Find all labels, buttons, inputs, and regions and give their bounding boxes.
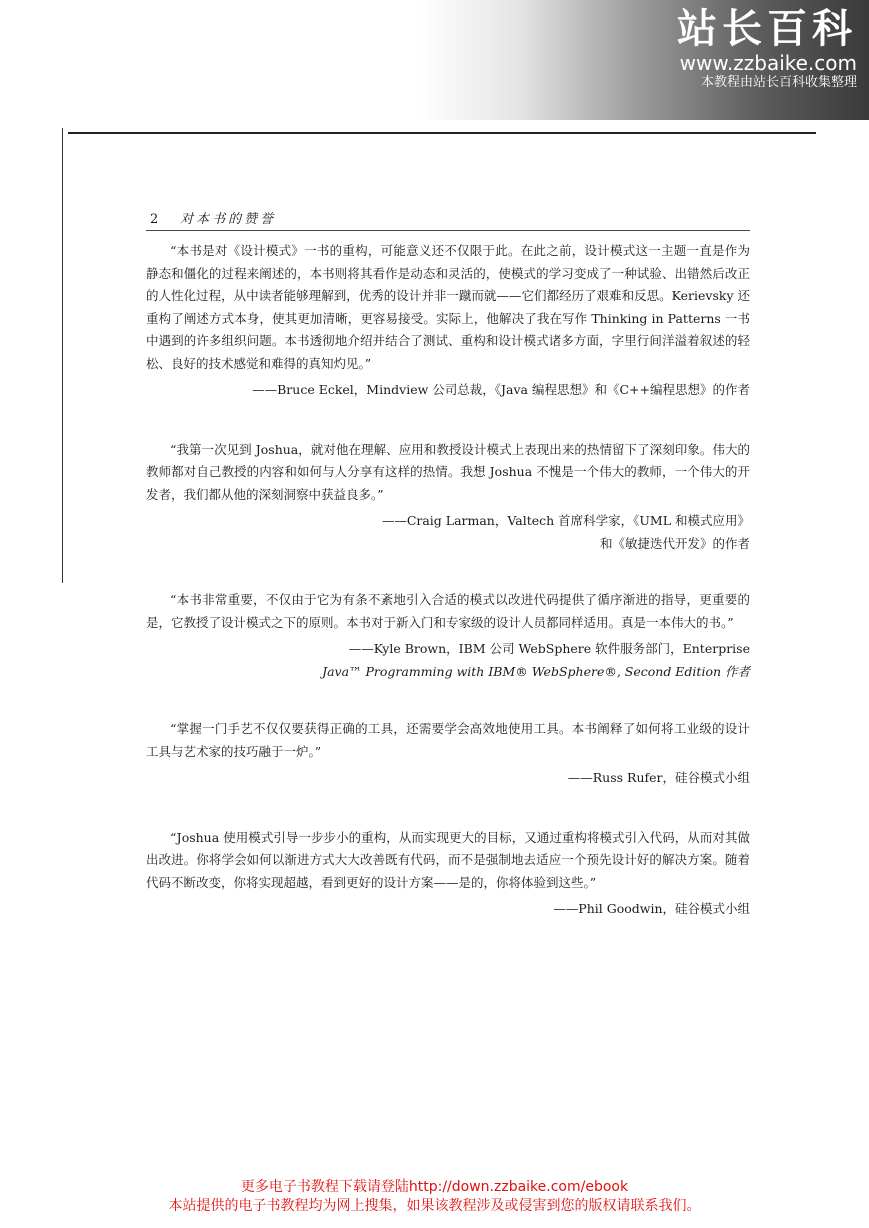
- endorsement: [146, 827, 750, 921]
- header-rule: [146, 230, 750, 231]
- quote-attribution-cont: 和《敏捷迭代开发》的作者: [599, 535, 750, 551]
- running-header: [150, 208, 276, 227]
- page-edge-line: [62, 128, 63, 583]
- quote-attribution: ——Bruce Eckel，Mindview 公司总裁，《Java 编程思想》和《C++编程思想》的作者: [252, 382, 750, 397]
- endorsement: [146, 439, 750, 556]
- quote-attribution: ——Russ Rufer，硅谷模式小组: [567, 770, 750, 785]
- endorsement: [146, 240, 750, 402]
- header-title: 对本书的赞誉: [180, 212, 277, 227]
- logo-url: www.zzbaike.com: [679, 51, 857, 75]
- footer-copyright-notice: 本站提供的电子书教程均为网上搜集，如果该教程涉及或侵害到您的版权请联系我们。: [168, 1198, 701, 1214]
- site-logo: [677, 6, 857, 92]
- quote-text: “我第一次见到 Joshua，就对他在理解、应用和教授设计模式上表现出来的热情留下了深刻印象。伟大的教师都对自己教授的内容和如何与人分享有这样的热情。我想 Joshua 不愧是一个伟大的教师，一个伟大的开发者，我们都从他的深刻洞察中获益良多。”: [146, 441, 750, 502]
- watermark-banner: [0, 0, 869, 120]
- logo-caption: 本教程由站长百科收集整理: [700, 75, 857, 90]
- quote-attribution: ——Craig Larman，Valtech 首席科学家，《UML 和模式应用》: [381, 513, 750, 528]
- endorsement: [146, 589, 750, 683]
- quote-text: “本书是对《设计模式》一书的重构，可能意义还不仅限于此。在此之前，设计模式这一主题一直是作为静态和僵化的过程来阐述的，本书则将其看作是动态和灵活的，使模式的学习变成了一种试验、出错然后改正的人性化过程，从中读者能够理解到，优秀的设计并非一蹴而就——它们都经历了艰难和反思。Kerievsky 还重构了阐述方式本身，使其更加清晰，更容易接受。实际上，他解决了我在写作 Thinking in Patterns 一书中遇到的许多组织问题。本书透彻地介绍并结合了测试、重构和设计模式诸多方面，字里行间洋溢着叙述的轻松、良好的技术感觉和难得的真知灼见。”: [146, 243, 750, 371]
- page-number: 2: [150, 212, 159, 227]
- quote-text: “掌握一门手艺不仅仅要获得正确的工具，还需要学会高效地使用工具。本书阐释了如何将工业级的设计工具与艺术家的技巧融于一炉。”: [146, 721, 750, 759]
- quote-text: “Joshua 使用模式引导一步步小的重构，从而实现更大的目标，又通过重构将模式引入代码，从而对其做出改进。你将学会如何以渐进方式大大改善既有代码，而不是强制地去适应一个预先设计好的解决方案。随着代码不断改变，你将实现超越，看到更好的设计方案——是的，你将体验到这些。”: [146, 829, 750, 890]
- footer-download-notice: 更多电子书教程下载请登陆http://down.zzbaike.com/ebook: [240, 1179, 629, 1195]
- quote-attribution: ——Kyle Brown，IBM 公司 WebSphere 软件服务部门，Enterprise: [348, 641, 750, 656]
- quote-attribution: ——Phil Goodwin，硅谷模式小组: [553, 901, 750, 916]
- quote-text: “本书非常重要，不仅由于它为有条不紊地引入合适的模式以改进代码提供了循序渐进的指导，更重要的是，它教授了设计模式之下的原则。本书对于新入门和专家级的设计人员都同样适用。真是一本伟大的书。”: [146, 592, 750, 630]
- endorsement: [146, 718, 750, 790]
- logo-text: 站长百科: [677, 6, 857, 52]
- quote-attribution-cont: Java™ Programming with IBM® WebSphere®, Second Edition 作者: [322, 663, 750, 679]
- top-rule: [68, 132, 816, 134]
- endorsements: [146, 240, 750, 921]
